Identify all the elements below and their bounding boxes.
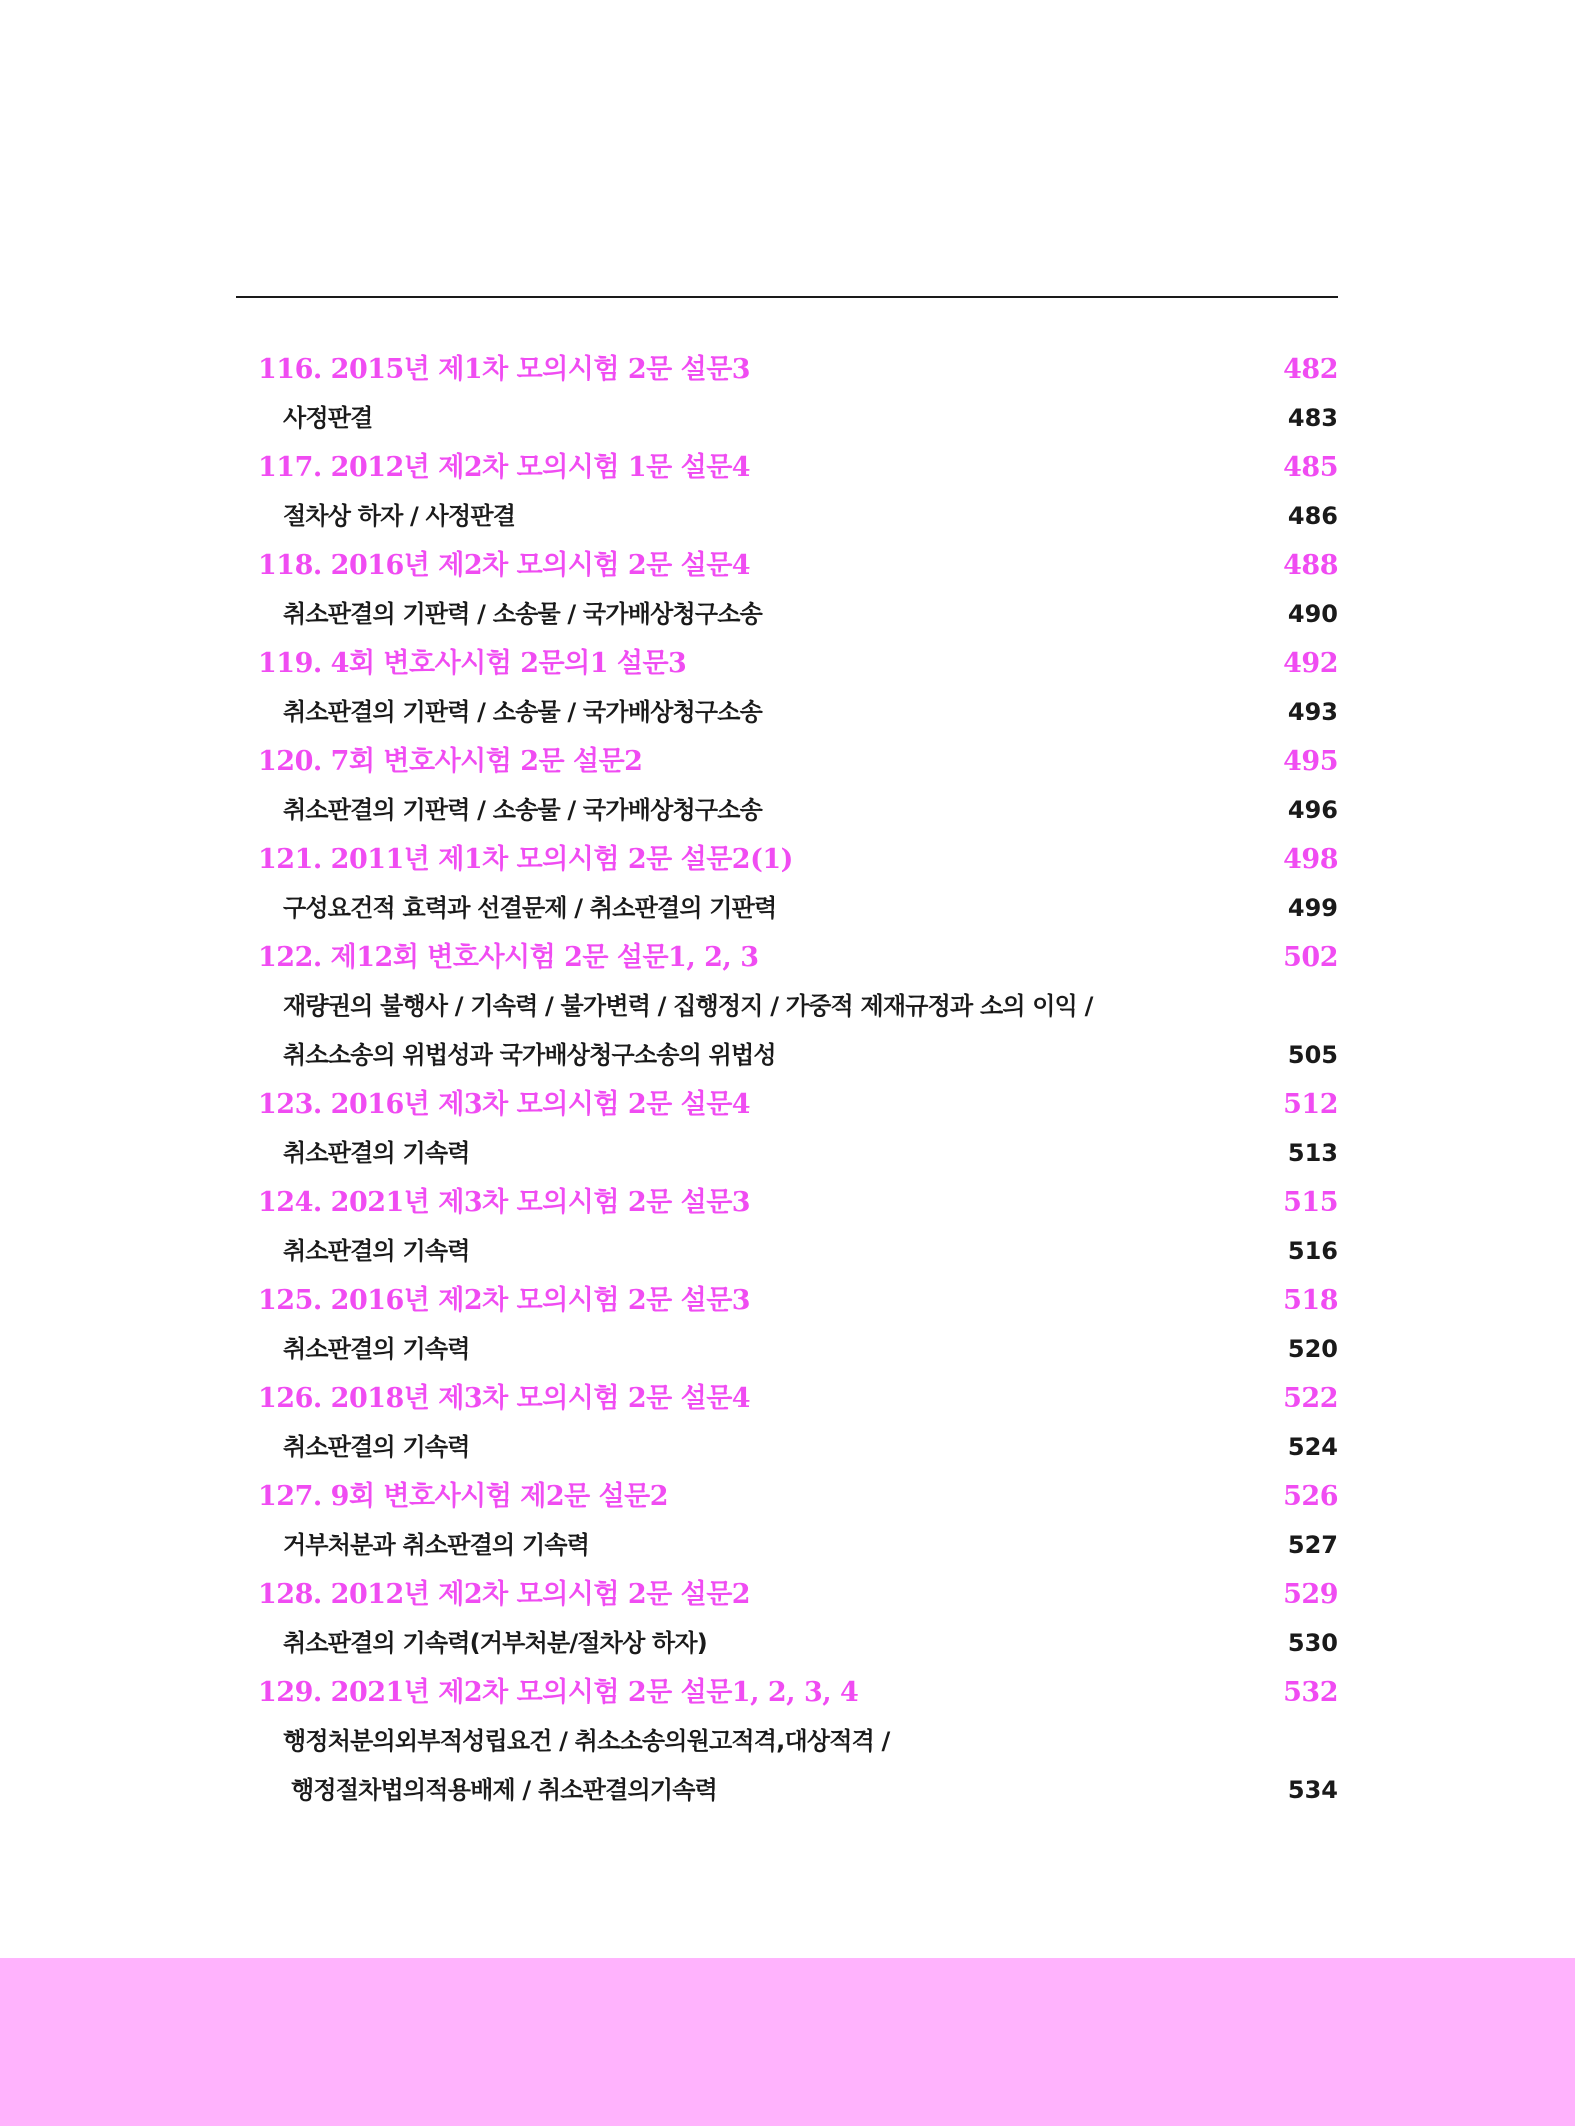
toc-entry-title[interactable]	[258, 541, 1338, 590]
toc-subentry-page: 534	[1287, 1776, 1338, 1804]
toc-subentry[interactable]	[258, 492, 1338, 541]
toc-entry-title[interactable]	[258, 443, 1338, 492]
toc-subentry-page: 493	[1287, 698, 1338, 726]
toc-entry-title[interactable]	[258, 1276, 1338, 1325]
toc-entry-116	[258, 345, 1338, 443]
toc-entry-title[interactable]	[258, 1570, 1338, 1619]
toc-entry-title[interactable]	[258, 1374, 1338, 1423]
toc-entry-118	[258, 541, 1338, 639]
toc-subentry-text: 행정처분의외부적성립요건 / 취소소송의원고적격,대상적격 /	[283, 1727, 890, 1755]
toc-entry-119	[258, 639, 1338, 737]
toc-subentry[interactable]	[258, 1325, 1338, 1374]
toc-entry-title-text: 116. 2015년 제1차 모의시험 2문 설문3	[258, 354, 751, 385]
toc-entry-title-text: 125. 2016년 제2차 모의시험 2문 설문3	[258, 1285, 751, 1316]
toc-subentry-page: 524	[1287, 1433, 1338, 1461]
toc-entry-title-text: 123. 2016년 제3차 모의시험 2문 설문4	[258, 1089, 751, 1120]
toc-entry-117	[258, 443, 1338, 541]
toc-subentry-page: 520	[1287, 1335, 1338, 1363]
toc-entry-124	[258, 1178, 1338, 1276]
toc-entry-title-text: 129. 2021년 제2차 모의시험 2문 설문1, 2, 3, 4	[258, 1677, 859, 1708]
toc-entry-title[interactable]	[258, 933, 1338, 982]
toc-entry-page: 502	[1283, 942, 1338, 973]
toc-subentry-page: 486	[1287, 502, 1338, 530]
toc-subentry-page: 496	[1287, 796, 1338, 824]
toc-subentry-text: 취소판결의 기속력	[283, 1433, 470, 1461]
toc-entry-121	[258, 835, 1338, 933]
toc-entry-title-text: 122. 제12회 변호사시험 2문 설문1, 2, 3	[258, 942, 759, 973]
toc-entry-title[interactable]	[258, 1080, 1338, 1129]
toc-entry-title-text: 120. 7회 변호사시험 2문 설문2	[258, 746, 643, 777]
toc-entry-120	[258, 737, 1338, 835]
toc-entry-title[interactable]	[258, 1178, 1338, 1227]
toc-subentry-text: 취소소송의 위법성과 국가배상청구소송의 위법성	[283, 1041, 776, 1069]
toc-subentry-text: 거부처분과 취소판결의 기속력	[283, 1531, 590, 1559]
toc-subentry-text: 행정절차법의적용배제 / 취소판결의기속력	[291, 1776, 717, 1804]
toc-entry-title-text: 117. 2012년 제2차 모의시험 1문 설문4	[258, 452, 751, 483]
toc-entry-title[interactable]	[258, 737, 1338, 786]
toc-entry-title-text: 127. 9회 변호사시험 제2문 설문2	[258, 1481, 669, 1512]
toc-subentry-page: 499	[1287, 894, 1338, 922]
toc-entry-page: 492	[1283, 648, 1338, 679]
toc-subentry[interactable]	[258, 590, 1338, 639]
toc-subentry[interactable]	[258, 1619, 1338, 1668]
toc-entry-129	[258, 1668, 1338, 1815]
toc-entry-128	[258, 1570, 1338, 1668]
toc-entry-page: 529	[1283, 1579, 1338, 1610]
toc-subentry-page: 490	[1287, 600, 1338, 628]
top-rule	[236, 296, 1338, 298]
toc-subentry-text: 사정판결	[283, 404, 373, 432]
toc-entry-title[interactable]	[258, 1668, 1338, 1717]
toc-entry-title[interactable]	[258, 639, 1338, 688]
toc-subentry-text: 절차상 하자 / 사정판결	[283, 502, 516, 530]
toc-subentry-text: 재량권의 불행사 / 기속력 / 불가변력 / 집행정지 / 가중적 제재규정과 소의 이익 /	[283, 992, 1093, 1020]
toc-entry-page: 532	[1283, 1677, 1338, 1708]
toc-subentry-page: 527	[1287, 1531, 1338, 1559]
toc-entry-123	[258, 1080, 1338, 1178]
toc-subentry-text: 취소판결의 기속력(거부처분/절차상 하자)	[283, 1629, 707, 1657]
toc-entry-125	[258, 1276, 1338, 1374]
toc-entry-page: 518	[1283, 1285, 1338, 1316]
toc-entry-page: 495	[1283, 746, 1338, 777]
toc-subentry-page: 530	[1287, 1629, 1338, 1657]
toc-entry-title[interactable]	[258, 345, 1338, 394]
toc-subentry[interactable]	[258, 884, 1338, 933]
toc-entry-page: 485	[1283, 452, 1338, 483]
toc-entry-122	[258, 933, 1338, 1080]
toc-subentry[interactable]	[258, 1031, 1338, 1080]
toc-entry-page: 482	[1283, 354, 1338, 385]
toc-entry-page: 512	[1283, 1089, 1338, 1120]
toc-subentry[interactable]	[258, 688, 1338, 737]
toc-entry-page: 522	[1283, 1383, 1338, 1414]
toc-subentry[interactable]	[258, 394, 1338, 443]
toc-subentry[interactable]	[258, 786, 1338, 835]
toc-subentry-text: 구성요건적 효력과 선결문제 / 취소판결의 기판력	[283, 894, 777, 922]
toc-subentry-text: 취소판결의 기속력	[283, 1139, 470, 1167]
toc-entry-126	[258, 1374, 1338, 1472]
toc-subentry-page: 513	[1287, 1139, 1338, 1167]
toc-entry-page: 526	[1283, 1481, 1338, 1512]
toc-entry-page: 515	[1283, 1187, 1338, 1218]
toc-entry-title-text: 119. 4회 변호사시험 2문의1 설문3	[258, 648, 687, 679]
toc-entry-title-text: 126. 2018년 제3차 모의시험 2문 설문4	[258, 1383, 751, 1414]
toc-subentry-text: 취소판결의 기판력 / 소송물 / 국가배상청구소송	[283, 600, 763, 628]
toc-entry-page: 498	[1283, 844, 1338, 875]
toc-entry-127	[258, 1472, 1338, 1570]
toc-subentry[interactable]	[258, 1227, 1338, 1276]
toc-subentry[interactable]	[258, 1423, 1338, 1472]
toc-subentry-text: 취소판결의 기판력 / 소송물 / 국가배상청구소송	[283, 796, 763, 824]
toc-subentry[interactable]	[258, 982, 1338, 1031]
toc-entry-title-text: 121. 2011년 제1차 모의시험 2문 설문2(1)	[258, 844, 793, 875]
toc-subentry-text: 취소판결의 기속력	[283, 1237, 470, 1265]
toc-subentry-page: 516	[1287, 1237, 1338, 1265]
toc-entry-title[interactable]	[258, 1472, 1338, 1521]
table-of-contents	[258, 345, 1338, 1815]
toc-subentry-page: 483	[1287, 404, 1338, 432]
toc-entry-title-text: 118. 2016년 제2차 모의시험 2문 설문4	[258, 550, 751, 581]
toc-entry-title-text: 124. 2021년 제3차 모의시험 2문 설문3	[258, 1187, 751, 1218]
toc-entry-title-text: 128. 2012년 제2차 모의시험 2문 설문2	[258, 1579, 751, 1610]
toc-entry-title[interactable]	[258, 835, 1338, 884]
toc-entry-page: 488	[1283, 550, 1338, 581]
footer-color-band	[0, 1958, 1575, 2126]
toc-subentry-page: 505	[1287, 1041, 1338, 1069]
toc-subentry-text: 취소판결의 기속력	[283, 1335, 470, 1363]
toc-subentry[interactable]	[258, 1129, 1338, 1178]
toc-subentry-text: 취소판결의 기판력 / 소송물 / 국가배상청구소송	[283, 698, 763, 726]
toc-subentry[interactable]	[258, 1766, 1338, 1815]
toc-subentry[interactable]	[258, 1717, 1338, 1766]
toc-subentry[interactable]	[258, 1521, 1338, 1570]
